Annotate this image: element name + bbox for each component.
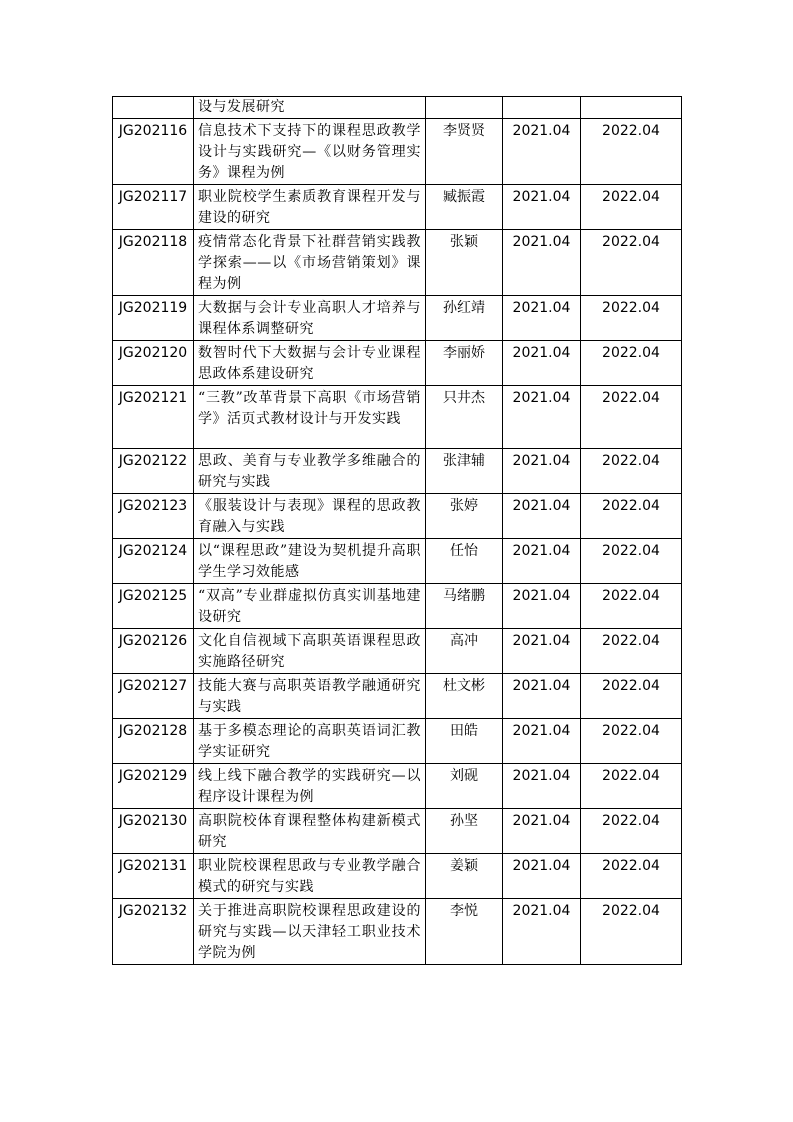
- table-row: [113, 854, 682, 899]
- start-date-cell: 2021.04: [503, 230, 581, 296]
- table-row: [113, 185, 682, 230]
- project-leader-cell: [426, 97, 503, 119]
- table-row: [113, 449, 682, 494]
- start-date-cell: 2021.04: [503, 119, 581, 185]
- project-title-cell: “三教”改革背景下高职《市场营销学》活页式教材设计与开发实践: [194, 386, 426, 449]
- project-code-cell: JG202128: [113, 719, 194, 764]
- table-row: [113, 899, 682, 965]
- project-leader-cell: 杜文彬: [426, 674, 503, 719]
- start-date-cell: 2021.04: [503, 494, 581, 539]
- project-code-cell: JG202120: [113, 341, 194, 386]
- end-date-cell: 2022.04: [581, 719, 682, 764]
- start-date-cell: 2021.04: [503, 185, 581, 230]
- project-title-cell: 《服装设计与表现》课程的思政教育融入与实践: [194, 494, 426, 539]
- project-leader-cell: 张津辅: [426, 449, 503, 494]
- end-date-cell: 2022.04: [581, 854, 682, 899]
- project-leader-cell: 李丽娇: [426, 341, 503, 386]
- end-date-cell: 2022.04: [581, 899, 682, 965]
- table-row: [113, 386, 682, 449]
- project-code-cell: JG202122: [113, 449, 194, 494]
- project-table: [112, 96, 682, 965]
- project-title-cell: “双高”专业群虚拟仿真实训基地建设研究: [194, 584, 426, 629]
- project-title-cell: 思政、美育与专业教学多维融合的研究与实践: [194, 449, 426, 494]
- table-row: [113, 119, 682, 185]
- project-code-cell: JG202125: [113, 584, 194, 629]
- project-code-cell: JG202126: [113, 629, 194, 674]
- end-date-cell: 2022.04: [581, 386, 682, 449]
- project-title-cell: 基于多模态理论的高职英语词汇教学实证研究: [194, 719, 426, 764]
- start-date-cell: 2021.04: [503, 674, 581, 719]
- end-date-cell: 2022.04: [581, 341, 682, 386]
- end-date-cell: 2022.04: [581, 230, 682, 296]
- start-date-cell: 2021.04: [503, 854, 581, 899]
- start-date-cell: 2021.04: [503, 341, 581, 386]
- table-row: [113, 494, 682, 539]
- start-date-cell: 2021.04: [503, 386, 581, 449]
- end-date-cell: 2022.04: [581, 629, 682, 674]
- project-title-cell: 信息技术下支持下的课程思政教学设计与实践研究—《以财务管理实务》课程为例: [194, 119, 426, 185]
- project-code-cell: JG202127: [113, 674, 194, 719]
- table-row: [113, 674, 682, 719]
- project-title-cell: 数智时代下大数据与会计专业课程思政体系建设研究: [194, 341, 426, 386]
- project-leader-cell: 田皓: [426, 719, 503, 764]
- project-code-cell: JG202123: [113, 494, 194, 539]
- project-title-cell: 职业院校学生素质教育课程开发与建设的研究: [194, 185, 426, 230]
- start-date-cell: 2021.04: [503, 296, 581, 341]
- start-date-cell: 2021.04: [503, 809, 581, 854]
- project-title-cell: 设与发展研究: [194, 97, 426, 119]
- end-date-cell: 2022.04: [581, 764, 682, 809]
- end-date-cell: 2022.04: [581, 185, 682, 230]
- start-date-cell: 2021.04: [503, 449, 581, 494]
- project-leader-cell: 马绪鹏: [426, 584, 503, 629]
- end-date-cell: 2022.04: [581, 494, 682, 539]
- project-code-cell: JG202117: [113, 185, 194, 230]
- table-row: [113, 296, 682, 341]
- table-row: [113, 629, 682, 674]
- project-title-cell: 关于推进高职院校课程思政建设的研究与实践—以天津轻工职业技术学院为例: [194, 899, 426, 965]
- project-leader-cell: 孙坚: [426, 809, 503, 854]
- table-row: [113, 809, 682, 854]
- end-date-cell: 2022.04: [581, 449, 682, 494]
- table-row: [113, 341, 682, 386]
- start-date-cell: [503, 97, 581, 119]
- project-code-cell: JG202124: [113, 539, 194, 584]
- start-date-cell: 2021.04: [503, 539, 581, 584]
- end-date-cell: 2022.04: [581, 539, 682, 584]
- end-date-cell: 2022.04: [581, 809, 682, 854]
- project-title-cell: 大数据与会计专业高职人才培养与课程体系调整研究: [194, 296, 426, 341]
- start-date-cell: 2021.04: [503, 899, 581, 965]
- project-leader-cell: 李贤贤: [426, 119, 503, 185]
- end-date-cell: 2022.04: [581, 674, 682, 719]
- project-leader-cell: 臧振霞: [426, 185, 503, 230]
- project-title-cell: 以“课程思政”建设为契机提升高职学生学习效能感: [194, 539, 426, 584]
- table-row: [113, 97, 682, 119]
- start-date-cell: 2021.04: [503, 584, 581, 629]
- project-table-body: [113, 97, 682, 965]
- project-code-cell: JG202118: [113, 230, 194, 296]
- table-row: [113, 230, 682, 296]
- project-leader-cell: 刘砚: [426, 764, 503, 809]
- end-date-cell: 2022.04: [581, 296, 682, 341]
- project-title-cell: 疫情常态化背景下社群营销实践教学探索——以《市场营销策划》课程为例: [194, 230, 426, 296]
- project-title-cell: 技能大赛与高职英语教学融通研究与实践: [194, 674, 426, 719]
- project-code-cell: JG202129: [113, 764, 194, 809]
- end-date-cell: [581, 97, 682, 119]
- start-date-cell: 2021.04: [503, 764, 581, 809]
- project-leader-cell: 张婷: [426, 494, 503, 539]
- project-title-cell: 职业院校课程思政与专业教学融合模式的研究与实践: [194, 854, 426, 899]
- project-leader-cell: 张颖: [426, 230, 503, 296]
- project-leader-cell: 高冲: [426, 629, 503, 674]
- table-row: [113, 719, 682, 764]
- start-date-cell: 2021.04: [503, 719, 581, 764]
- project-code-cell: JG202131: [113, 854, 194, 899]
- project-leader-cell: 任怡: [426, 539, 503, 584]
- project-title-cell: 文化自信视域下高职英语课程思政实施路径研究: [194, 629, 426, 674]
- project-code-cell: JG202130: [113, 809, 194, 854]
- project-code-cell: JG202121: [113, 386, 194, 449]
- project-leader-cell: 只井杰: [426, 386, 503, 449]
- project-code-cell: [113, 97, 194, 119]
- project-code-cell: JG202119: [113, 296, 194, 341]
- project-title-cell: 高职院校体育课程整体构建新模式研究: [194, 809, 426, 854]
- table-row: [113, 764, 682, 809]
- project-leader-cell: 姜颖: [426, 854, 503, 899]
- start-date-cell: 2021.04: [503, 629, 581, 674]
- end-date-cell: 2022.04: [581, 119, 682, 185]
- table-row: [113, 539, 682, 584]
- project-leader-cell: 孙红靖: [426, 296, 503, 341]
- end-date-cell: 2022.04: [581, 584, 682, 629]
- project-code-cell: JG202116: [113, 119, 194, 185]
- project-leader-cell: 李悦: [426, 899, 503, 965]
- project-title-cell: 线上线下融合教学的实践研究—以程序设计课程为例: [194, 764, 426, 809]
- project-code-cell: JG202132: [113, 899, 194, 965]
- table-row: [113, 584, 682, 629]
